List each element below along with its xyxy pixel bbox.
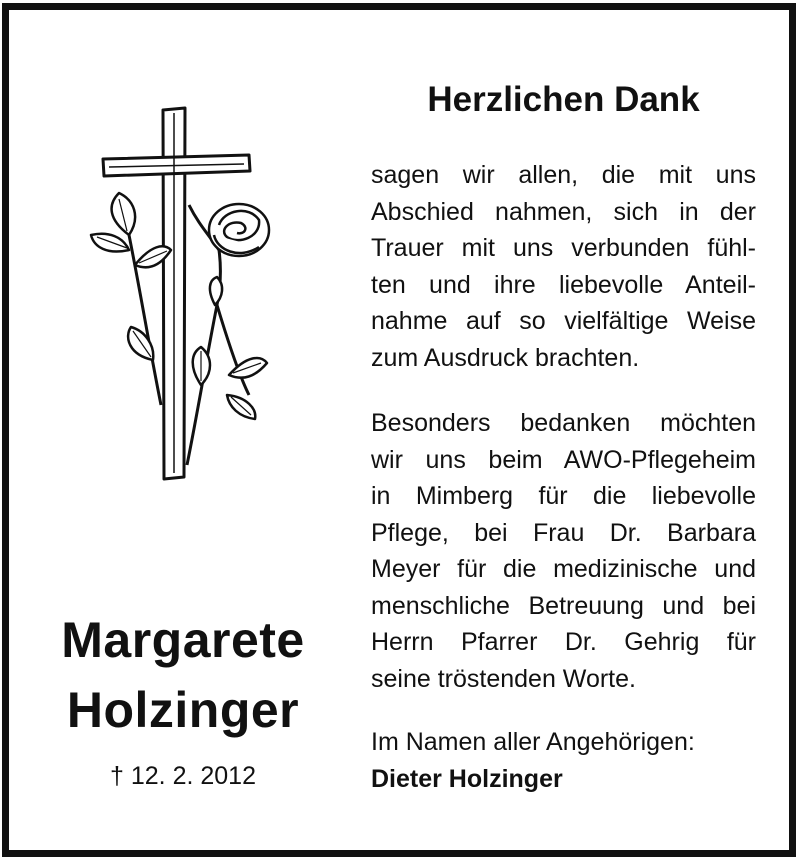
obituary-frame <box>2 3 796 857</box>
deceased-first-name: Margarete <box>61 612 305 668</box>
text-line: sagen wir allen, die mit uns <box>371 161 756 189</box>
text-line: zum Ausdruck brachten. <box>371 343 640 372</box>
signature-block <box>371 724 756 797</box>
special-thanks-paragraph <box>371 405 756 697</box>
text-line: wir uns beim AWO-Pflegeheim <box>371 445 756 474</box>
closing-line: Im Namen aller Angehörigen: <box>371 728 695 756</box>
text-line: Abschied nahmen, sich in der <box>371 197 756 226</box>
text-line: Pflege, bei Frau Dr. Barbara <box>371 518 756 547</box>
text-line: Herrn Pfarrer Dr. Gehrig für <box>371 628 756 656</box>
death-date: † 12. 2. 2012 <box>110 762 256 790</box>
text-line: Besonders bedanken möchten <box>371 409 756 437</box>
left-column <box>9 10 357 850</box>
text-line: Meyer für die medizinische und <box>371 555 756 583</box>
right-column <box>371 10 756 850</box>
signer-name: Dieter Holzinger <box>371 764 563 793</box>
text-line: menschliche Betreuung und bei <box>371 591 756 620</box>
thanks-paragraph <box>371 157 756 376</box>
cross-rose-icon <box>89 105 274 485</box>
text-line: in Mimberg für die liebevolle <box>371 482 756 510</box>
text-line: nahme auf so vielfältige Weise <box>371 307 756 335</box>
notice-title: Herzlichen Dank <box>427 80 700 119</box>
text-line: ten und ihre liebevolle Anteil- <box>371 270 756 299</box>
deceased-last-name: Holzinger <box>66 682 300 738</box>
text-line: seine tröstenden Worte. <box>371 664 636 693</box>
text-line: Trauer mit uns verbunden fühl- <box>371 234 756 262</box>
